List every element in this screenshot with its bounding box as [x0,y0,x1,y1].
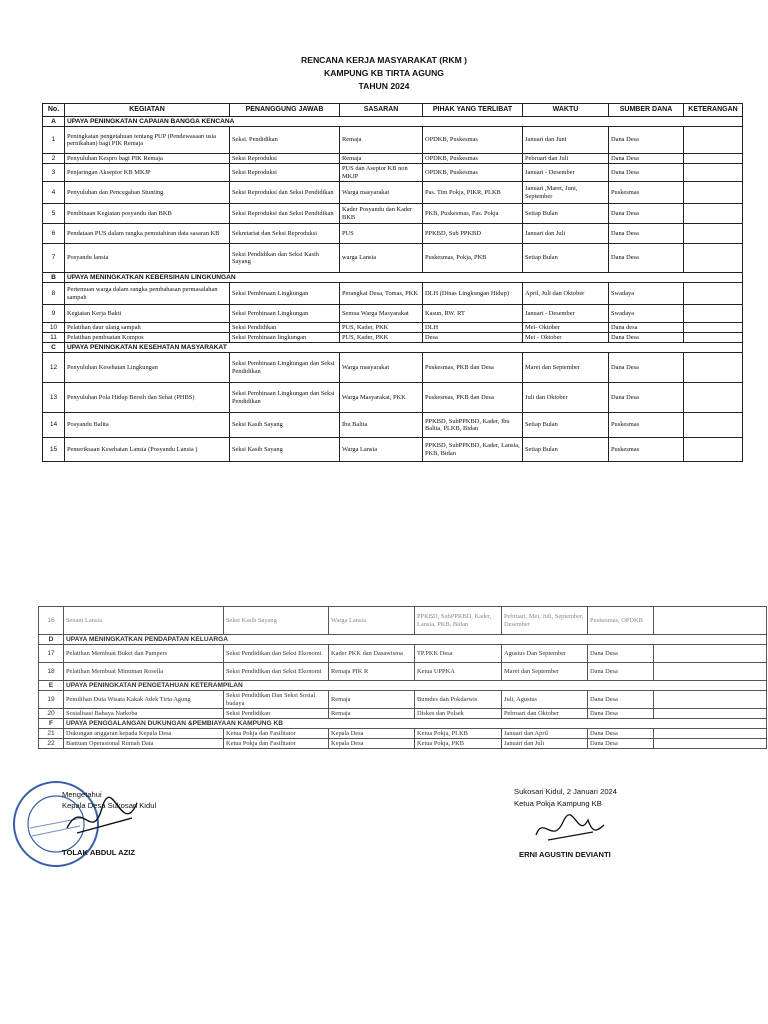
cell-kegiatan: Posyandu lansia [65,244,230,273]
cell-pihak-terlibat: Puskesmas, PKB dan Desa [423,383,523,413]
cell-pihak-terlibat: Ketua Pokja, PLKB [415,729,502,739]
cell-sumber-dana: Dana Desa [609,353,684,383]
cell-keterangan [684,127,743,154]
cell-no: 18 [39,663,64,681]
left-signature-name: TOLAK ABDUL AZIZ [62,848,135,857]
cell-kegiatan: Dukungan anggaran kepada Kepala Desa [64,729,224,739]
cell-waktu: Juli dan Oktober [523,383,609,413]
cell-kegiatan: Posyandu Balita [65,413,230,438]
section-title: UPAYA PENGGALANGAN DUKUNGAN &PEMBIAYAAN KAMPUNG KB [64,719,767,729]
cell-waktu: Setiap Bulan [523,438,609,462]
cell-waktu: Januari - Desember [523,305,609,323]
cell-penanggung-jawab: Ketua Pokja dan Fasilitator [224,729,329,739]
cell-kegiatan: Penyuluhan Kesehatan Lingkungan [65,353,230,383]
header-sumber-dana: SUMBER DANA [609,104,684,117]
cell-kegiatan: Pertemuan warga dalam rangka pembahasan permasalahan sampah [65,283,230,305]
cell-no: 7 [43,244,65,273]
left-signature-label: Mengetahui [62,790,102,799]
cell-penanggung-jawab: Seksi Pendidikan [224,709,329,719]
section-letter: E [39,681,64,691]
section-letter: A [43,117,65,127]
cell-keterangan [684,164,743,182]
cell-keterangan [684,305,743,323]
cell-sasaran: Perangkat Desa, Tomas, PKK [340,283,423,305]
cell-sumber-dana: Dana Desa [588,645,654,663]
cell-kegiatan: Pendataan PUS dalam rangka pemutahiran data sasaran KB [65,224,230,244]
cell-no: 15 [43,438,65,462]
cell-waktu: Agustus Dan September [502,645,588,663]
cell-sumber-dana: Dana Desa [609,333,684,343]
cell-waktu: Mei - Oktober [523,333,609,343]
cell-sasaran: Remaja PIK R [329,663,415,681]
document-title: RENCANA KERJA MASYARAKAT (RKM ) [301,55,467,65]
cell-keterangan [654,663,767,681]
cell-keterangan [654,709,767,719]
cell-no: 20 [39,709,64,719]
table-row [43,244,743,273]
cell-keterangan [684,204,743,224]
cell-penanggung-jawab: Seksi Pendidikan [230,323,340,333]
right-signature [528,810,608,850]
cell-pihak-terlibat: PPKBD, SubPPKBD, Kader, Lansia, PKB, Bidan [423,438,523,462]
cell-sumber-dana: Dana desa [609,323,684,333]
section-title: UPAYA PENINGKATAN CAPAIAN BANGGA KENCANA [65,117,743,127]
cell-penanggung-jawab: Seksi Reproduksi dan Seksi Pendidikan [230,204,340,224]
cell-keterangan [684,353,743,383]
cell-no: 3 [43,164,65,182]
cell-keterangan [684,283,743,305]
table-body-page-1 [43,117,743,462]
cell-sasaran: warga Lansia [340,244,423,273]
table-row [43,353,743,383]
cell-kegiatan: Pelatihan daur ulang sampah [65,323,230,333]
cell-no: 4 [43,182,65,204]
right-signature-date: Sukosari Kidul, 2 Januari 2024 [514,787,618,796]
table-row [39,607,767,635]
cell-waktu: Mei- Oktober [523,323,609,333]
right-signature-name: ERNI AGUSTIN DEVIANTI [519,850,611,859]
cell-sasaran: Warga Masyarakat, PKK [340,383,423,413]
cell-kegiatan: Pelatihan pembuatan Kompos [65,333,230,343]
cell-penanggung-jawab: Seksi Pembinaan Lingkungan [230,283,340,305]
cell-pihak-terlibat: Puskesmas, PKB dan Desa [423,353,523,383]
cell-sumber-dana: Dana Desa [609,204,684,224]
section-letter: C [43,343,65,353]
document-year: TAHUN 2024 [358,81,410,91]
cell-sasaran: Warga Lansia [340,438,423,462]
cell-keterangan [684,182,743,204]
cell-no: 5 [43,204,65,224]
cell-sasaran: Warga masyarakat [340,182,423,204]
cell-kegiatan: Kegiatan Kerja Bakti [65,305,230,323]
cell-kegiatan: Pemeriksaan Kesehatan Lansia (Posyandu Lansia ) [65,438,230,462]
right-signature-role: Ketua Pokja Kampung KB [514,799,602,808]
cell-penanggung-jawab: Seksi. Pendidikan [230,127,340,154]
cell-sumber-dana: Dana Desa [588,709,654,719]
cell-sumber-dana: Dana Desa [609,154,684,164]
cell-keterangan [684,323,743,333]
cell-sumber-dana: Dana Desa [609,127,684,154]
cell-penanggung-jawab: Seksi Pendidikan Dan Seksi Sosial budaya [224,691,329,709]
cell-pihak-terlibat: OPDKB, Puskesmas [423,154,523,164]
cell-sumber-dana: Dana Desa [588,729,654,739]
cell-penanggung-jawab: Ketua Pokja dan Fasilitator [224,739,329,749]
cell-sasaran: Remaja [340,127,423,154]
cell-pihak-terlibat: Pas. Tim Pokja, PIKR, PLKB [423,182,523,204]
section-row [43,343,743,353]
cell-penanggung-jawab: Seksi Kasih Sayang [230,413,340,438]
cell-waktu: Maret dan September [502,663,588,681]
cell-waktu: Setiap Bulan [523,244,609,273]
cell-penanggung-jawab: Seksi Pembinaan Lingkungan [230,305,340,323]
cell-no: 14 [43,413,65,438]
table-header-row [43,104,743,117]
cell-sumber-dana: Puskesmas [609,182,684,204]
cell-penanggung-jawab: Seksi Pembinaan lingkungan [230,333,340,343]
table-row [43,438,743,462]
cell-pihak-terlibat: PPKBD, Sub PPKBD [423,224,523,244]
cell-pihak-terlibat: Diskes dan Polsek [415,709,502,719]
cell-no: 12 [43,353,65,383]
cell-sumber-dana: Dana Desa [588,663,654,681]
table-row [43,413,743,438]
section-row [43,117,743,127]
cell-sasaran: Ibu Balita [340,413,423,438]
section-title: UPAYA MENINGKATKAN PENDAPATAN KELUARGA [64,635,767,645]
cell-sumber-dana: Dana Desa [588,691,654,709]
cell-kegiatan: Penjaringan Akseptor KB MKJP [65,164,230,182]
cell-waktu: Pebruari, Mei, Juli, September, Desember [502,607,588,635]
table-row [39,739,767,749]
header-keterangan: KETERANGAN [684,104,743,117]
cell-waktu: April, Juli dan Oktober [523,283,609,305]
cell-pihak-terlibat: DLH (Dinas Lingkungan Hidup) [423,283,523,305]
cell-kegiatan: Pelatihan Membuat Buket dan Pampers [64,645,224,663]
rkm-table-page-1 [42,103,743,462]
header-kegiatan: KEGIATAN [65,104,230,117]
cell-keterangan [654,729,767,739]
cell-sasaran: PUS dan Aseptor KB non MKJP [340,164,423,182]
cell-sasaran: Remaja [340,154,423,164]
table-row [43,383,743,413]
table-row [39,709,767,719]
cell-sasaran: Remaja [329,691,415,709]
cell-keterangan [654,739,767,749]
cell-kegiatan: Penyuluhan Pola Hidup Bersih dan Sehat (PHBS) [65,383,230,413]
cell-kegiatan: Pemilihan Duta Wisata Kakak Adek Tirta Agung [64,691,224,709]
cell-penanggung-jawab: Seksi Pendidikan dan Seksi Kasih Sayang [230,244,340,273]
cell-keterangan [684,413,743,438]
table-row [43,182,743,204]
cell-pihak-terlibat: PKB, Puskesmas, Fas. Pokja [423,204,523,224]
cell-kegiatan: Senam Lansia [64,607,224,635]
cell-waktu: Januari - Desember [523,164,609,182]
cell-kegiatan: Pembinaan Kegiatan posyandu dan BKB [65,204,230,224]
rkm-table-page-2 [38,606,767,749]
cell-sasaran: PUS [340,224,423,244]
cell-keterangan [684,244,743,273]
document-title-block [0,54,768,93]
cell-sasaran: Remaja [329,709,415,719]
cell-penanggung-jawab: Seksi Pembinaan Lingkungan dan Seksi Pendidikan [230,383,340,413]
section-letter: B [43,273,65,283]
cell-waktu: Januari dan Juni [523,127,609,154]
cell-no: 16 [39,607,64,635]
table-body-page-2 [39,607,767,749]
cell-keterangan [654,691,767,709]
cell-pihak-terlibat: DLH [423,323,523,333]
section-row [39,719,767,729]
table-row [43,305,743,323]
cell-sasaran: Kader PKK dan Dasawisma [329,645,415,663]
cell-pihak-terlibat: Ketua Pokja, PKB [415,739,502,749]
cell-waktu: Setiap Bulan [523,204,609,224]
cell-no: 9 [43,305,65,323]
header-pihak-terlibat: PIHAK YANG TERLIBAT [423,104,523,117]
cell-kegiatan: Penyuluhan Kespro bagi PIK Remaja [65,154,230,164]
cell-pihak-terlibat: Desa [423,333,523,343]
cell-sumber-dana: Dana Desa [588,739,654,749]
cell-penanggung-jawab: Seksi Kasih Sayang [230,438,340,462]
table-row [43,204,743,224]
section-letter: D [39,635,64,645]
cell-kegiatan: Sosialisasi Bahaya Narkoba [64,709,224,719]
cell-sumber-dana: Dana Desa [609,224,684,244]
cell-kegiatan: Pelatihan Membuat Minuman Rosella [64,663,224,681]
left-signature-role: Kepala Desa Sukosari Kidul [62,801,157,810]
cell-sumber-dana: Puskesmas [609,438,684,462]
cell-no: 22 [39,739,64,749]
cell-penanggung-jawab: Seksi Reproduksi [230,154,340,164]
cell-no: 19 [39,691,64,709]
cell-no: 8 [43,283,65,305]
cell-waktu: Juli, Agustus [502,691,588,709]
cell-keterangan [654,607,767,635]
cell-waktu: Setiap Bulan [523,413,609,438]
cell-sumber-dana: Swadaya [609,305,684,323]
header-no: No. [43,104,65,117]
table-row [43,127,743,154]
cell-pihak-terlibat: OPDKB, Puskesmas [423,164,523,182]
table-row [39,729,767,739]
cell-no: 13 [43,383,65,413]
cell-sumber-dana: Dana Desa [609,244,684,273]
cell-pihak-terlibat: TP.PKK Desa [415,645,502,663]
table-row [43,323,743,333]
table-row [43,224,743,244]
table-row [43,164,743,182]
cell-keterangan [684,224,743,244]
cell-penanggung-jawab: Seksi Pembinaan Lingkungan dan Seksi Pendidikan [230,353,340,383]
table-row [43,283,743,305]
cell-no: 10 [43,323,65,333]
cell-keterangan [684,383,743,413]
header-sasaran: SASARAN [340,104,423,117]
cell-sasaran: Semua Warga Masyarakat [340,305,423,323]
cell-kegiatan: Peningkatan pengetahuan tentang PUP (Pendewasaan usia pernikahan) bagi PIK Remaja [65,127,230,154]
cell-kegiatan: Penyuluhan dan Pencegahan Stunting [65,182,230,204]
cell-pihak-terlibat: OPDKB, Puskesmas [423,127,523,154]
cell-keterangan [684,333,743,343]
cell-penanggung-jawab: Sekretariat dan Seksi Reproduksi [230,224,340,244]
cell-penanggung-jawab: Seksi Pendidikan dan Seksi Ekonomi [224,645,329,663]
cell-waktu: Januari dan Juli [502,739,588,749]
cell-waktu: Maret dan September [523,353,609,383]
table-row [39,663,767,681]
section-row [39,635,767,645]
cell-sasaran: Kader Posyandu dan Kader BKB [340,204,423,224]
section-letter: F [39,719,64,729]
cell-pihak-terlibat: Kasun, RW. RT [423,305,523,323]
cell-sasaran: PUS, Kader, PKK [340,323,423,333]
cell-no: 11 [43,333,65,343]
cell-penanggung-jawab: Seksi Kasih Sayang [224,607,329,635]
cell-sasaran: Warga Lansia [329,607,415,635]
section-row [39,681,767,691]
cell-waktu: Pebruari dan Juli [523,154,609,164]
cell-no: 21 [39,729,64,739]
header-penanggung-jawab: PENANGGUNG JAWAB [230,104,340,117]
document-subtitle: KAMPUNG KB TIRTA AGUNG [324,68,444,78]
cell-kegiatan: Bantuan Operasional Rumah Data [64,739,224,749]
cell-sasaran: Warga masyarakat [340,353,423,383]
cell-waktu: Pebruari dan Oktober [502,709,588,719]
cell-sumber-dana: Dana Desa [609,164,684,182]
cell-no: 17 [39,645,64,663]
section-title: UPAYA PENINGKATAN PENGETAHUAN KETERAMPILAN [64,681,767,691]
table-row [43,333,743,343]
cell-waktu: Januari ,Maret, Juni, September [523,182,609,204]
cell-sasaran: PUS, Kader, PKK [340,333,423,343]
cell-pihak-terlibat: PPKBD, SubPPKBD, Kader, Ibu Balita, PLKB, Bidan [423,413,523,438]
cell-pihak-terlibat: PPKBD, SubPPKBD, Kader, Lansia, PKB, Bidan [415,607,502,635]
cell-no: 2 [43,154,65,164]
cell-penanggung-jawab: Seksi Reproduksi dan Seksi Pendidikan [230,182,340,204]
left-signature-block [62,789,156,811]
cell-sumber-dana: Dana Desa [609,383,684,413]
cell-waktu: Januari dan April [502,729,588,739]
cell-keterangan [684,154,743,164]
right-signature-block [514,786,617,810]
cell-sumber-dana: Puskesmas [609,413,684,438]
cell-sumber-dana: Puskesmas, OPDKB [588,607,654,635]
table-row [39,691,767,709]
cell-sumber-dana: Swadaya [609,283,684,305]
header-waktu: WAKTU [523,104,609,117]
cell-sasaran: Kepala Desa [329,739,415,749]
cell-keterangan [684,438,743,462]
table-row [39,645,767,663]
section-title: UPAYA MENINGKATKAN KEBERSIHAN LINGKUNGAN [65,273,743,283]
cell-keterangan [654,645,767,663]
cell-sasaran: Kepala Desa [329,729,415,739]
section-title: UPAYA PENINGKATAN KESEHATAN MASYARAKAT [65,343,743,353]
cell-penanggung-jawab: Seksi Pendidikan dan Seksi Ekonomi [224,663,329,681]
section-row [43,273,743,283]
cell-no: 6 [43,224,65,244]
cell-pihak-terlibat: Ketua UPPKA [415,663,502,681]
cell-penanggung-jawab: Seksi Reproduksi [230,164,340,182]
cell-no: 1 [43,127,65,154]
cell-pihak-terlibat: Puskesmas, Pokja, PKB [423,244,523,273]
table-row [43,154,743,164]
cell-waktu: Januari dan Juli [523,224,609,244]
cell-pihak-terlibat: Bumdes dan Pokdarwis [415,691,502,709]
